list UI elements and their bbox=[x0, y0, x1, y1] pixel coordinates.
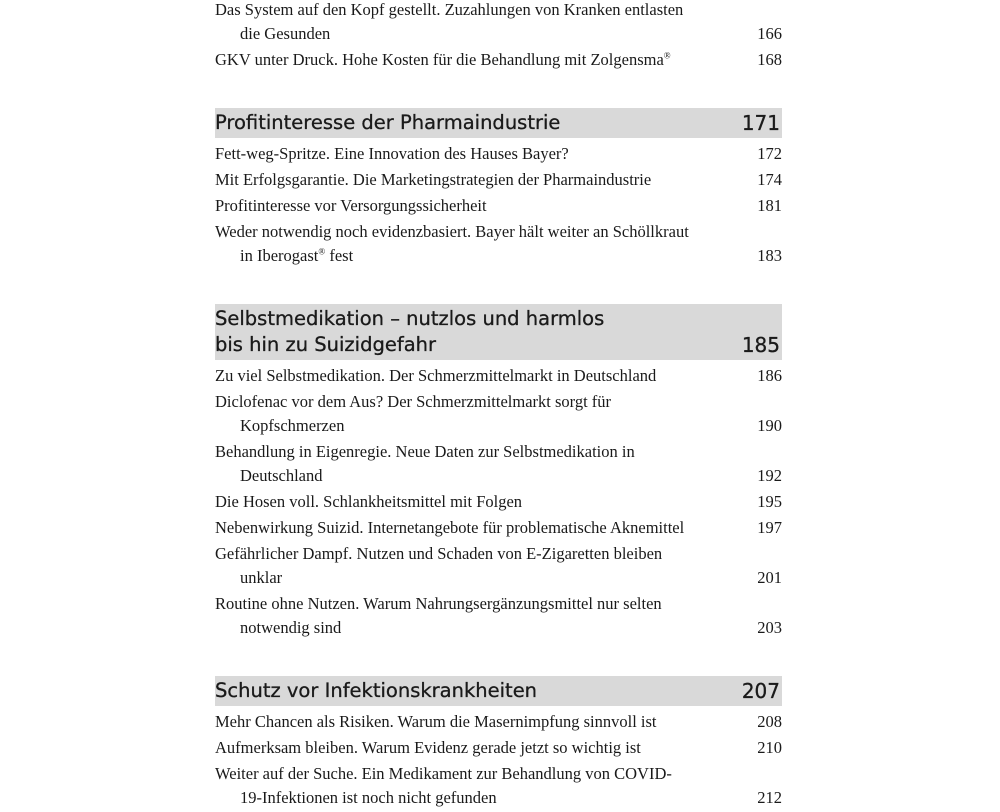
entry-title-line: in Iberogast® fest bbox=[240, 246, 354, 265]
entry-title-line: Weiter auf der Suche. Ein Medikament zur Behandlung von COVID- bbox=[215, 764, 672, 783]
section-page-number: 185 bbox=[741, 333, 780, 357]
toc-entry[interactable] bbox=[215, 142, 782, 166]
toc-entry[interactable] bbox=[215, 168, 782, 192]
toc-entry[interactable] bbox=[215, 592, 782, 640]
toc-entry[interactable] bbox=[215, 220, 782, 268]
entry-page-number: 190 bbox=[757, 416, 782, 435]
entry-page-number: 172 bbox=[757, 144, 782, 163]
toc-entry[interactable] bbox=[215, 48, 782, 72]
entry-title-line: unklar bbox=[240, 568, 283, 587]
toc-entry[interactable] bbox=[215, 440, 782, 488]
entry-title-line: Deutschland bbox=[240, 466, 323, 485]
table-of-contents bbox=[215, 0, 782, 812]
entry-title-line: Profitinteresse vor Versorgungssicherheit bbox=[215, 196, 487, 215]
toc-entry[interactable] bbox=[215, 516, 782, 540]
section-spacer bbox=[215, 270, 782, 304]
section-heading bbox=[215, 108, 782, 138]
entry-page-number: 201 bbox=[757, 568, 782, 587]
entry-page-number: 197 bbox=[757, 518, 782, 537]
entry-title-line: Fett-weg-Spritze. Eine Innovation des Hauses Bayer? bbox=[215, 144, 569, 163]
entry-page-number: 174 bbox=[757, 170, 782, 189]
section-heading bbox=[215, 676, 782, 706]
entry-title-line: Kopfschmerzen bbox=[240, 416, 345, 435]
entry-page-number: 208 bbox=[757, 712, 782, 731]
entry-page-number: 192 bbox=[757, 466, 782, 485]
section-page-number: 207 bbox=[741, 679, 780, 703]
entry-title-line: die Gesunden bbox=[240, 24, 331, 43]
entry-page-number: 203 bbox=[757, 618, 782, 637]
toc-entry[interactable] bbox=[215, 710, 782, 734]
entry-page-number: 183 bbox=[757, 246, 782, 265]
toc-entry[interactable] bbox=[215, 390, 782, 438]
entry-title-line: Die Hosen voll. Schlankheitsmittel mit Folgen bbox=[215, 492, 523, 511]
entry-title-line: notwendig sind bbox=[240, 618, 342, 637]
section-spacer bbox=[215, 642, 782, 676]
entry-page-number: 186 bbox=[757, 366, 782, 385]
entry-title-line: 19-Infektionen ist noch nicht gefunden bbox=[240, 788, 497, 807]
toc-entry[interactable] bbox=[215, 542, 782, 590]
entry-title-line: Nebenwirkung Suizid. Internetangebote für problematische Aknemittel bbox=[215, 518, 685, 537]
entry-title-line: Routine ohne Nutzen. Warum Nahrungsergänzungsmittel nur selten bbox=[215, 594, 662, 613]
toc-entry[interactable] bbox=[215, 736, 782, 760]
toc-entry[interactable] bbox=[215, 762, 782, 810]
section-title: Schutz vor Infektionskrankheiten bbox=[215, 679, 538, 702]
entry-title-line: Das System auf den Kopf gestellt. Zuzahlungen von Kranken entlasten bbox=[215, 0, 684, 19]
toc-entry[interactable] bbox=[215, 364, 782, 388]
entry-title-line: Diclofenac vor dem Aus? Der Schmerzmittelmarkt sorgt für bbox=[215, 392, 612, 411]
entry-page-number: 168 bbox=[757, 50, 782, 69]
entry-title-line: Gefährlicher Dampf. Nutzen und Schaden von E-Zigaretten bleiben bbox=[215, 544, 663, 563]
entry-page-number: 181 bbox=[757, 196, 782, 215]
entry-title-line: Behandlung in Eigenregie. Neue Daten zur Selbstmedikation in bbox=[215, 442, 635, 461]
section-page-number: 171 bbox=[741, 111, 780, 135]
section-title: bis hin zu Suizidgefahr bbox=[215, 333, 437, 356]
entry-title-line: Zu viel Selbstmedikation. Der Schmerzmittelmarkt in Deutschland bbox=[215, 366, 657, 385]
toc-entry[interactable] bbox=[215, 194, 782, 218]
section-spacer bbox=[215, 74, 782, 108]
entry-title-line: Aufmerksam bleiben. Warum Evidenz gerade jetzt so wichtig ist bbox=[215, 738, 641, 757]
section-heading bbox=[215, 304, 782, 360]
entry-page-number: 210 bbox=[757, 738, 782, 757]
entry-page-number: 212 bbox=[757, 788, 782, 807]
entry-title-line: Weder notwendig noch evidenzbasiert. Bayer hält weiter an Schöllkraut bbox=[215, 222, 689, 241]
entry-page-number: 166 bbox=[757, 24, 782, 43]
section-title: Selbstmedikation – nutzlos und harmlos bbox=[215, 307, 605, 330]
toc-entry[interactable] bbox=[215, 490, 782, 514]
entry-title-line: GKV unter Druck. Hohe Kosten für die Behandlung mit Zolgensma® bbox=[215, 50, 671, 69]
entry-title-line: Mit Erfolgsgarantie. Die Marketingstrategien der Pharmaindustrie bbox=[215, 170, 652, 189]
entry-page-number: 195 bbox=[757, 492, 782, 511]
toc-entry[interactable] bbox=[215, 0, 782, 46]
entry-title-line: Mehr Chancen als Risiken. Warum die Masernimpfung sinnvoll ist bbox=[215, 712, 657, 731]
section-title: Profitinteresse der Pharmaindustrie bbox=[215, 111, 561, 134]
